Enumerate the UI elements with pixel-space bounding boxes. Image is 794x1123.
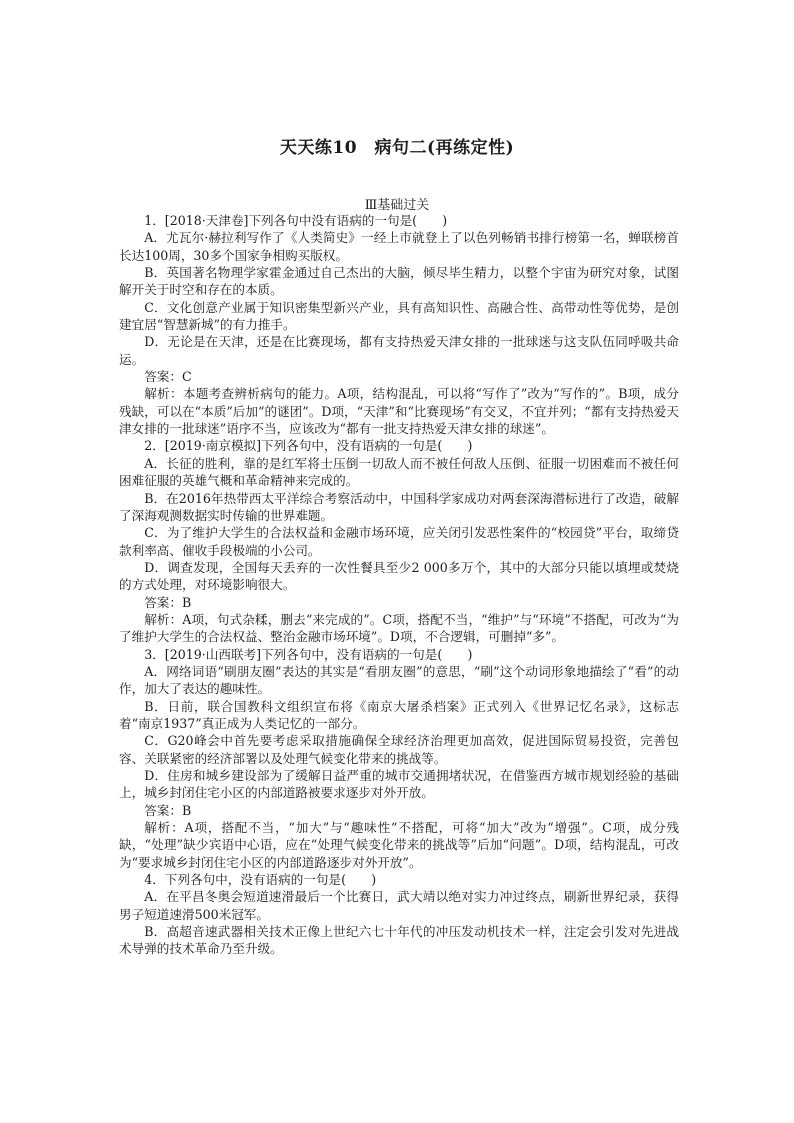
- option-paragraph: B．英国著名物理学家霍金通过自己杰出的大脑，倾尽毕生精力，以整个宇宙为研究对象，试图解开关于时空和存在的本质。: [119, 265, 679, 298]
- question-stem: 1．[2018·天津卷]下列各句中没有语病的一句是( ): [144, 213, 448, 228]
- answer-line: 答案：B: [144, 594, 192, 610]
- option-paragraph: C．为了维护大学生的合法权益和金融市场环境，应关闭引发恶性案件的“校园贷”平台，取缔贷款利率高、催收手段极端的小公司。: [119, 525, 679, 558]
- option-paragraph: C．G20峰会中首先要考虑采取措施确保全球经济治理更加高效，促进国际贸易投资，完善包容、关联紧密的经济部署以及处理气候变化带来的挑战等。: [119, 733, 679, 766]
- question-stem: 4．下列各句中，没有语病的一句是( ): [144, 872, 377, 888]
- option-paragraph: C．文化创意产业属于知识密集型新兴产业，具有高知识性、高融合性、高带动性等优势，是创建宜居“智慧新城”的有力推手。: [119, 299, 679, 333]
- question-stem: 2．[2019·南京模拟]下列各句中，没有语病的一句是( ): [144, 438, 473, 454]
- option-paragraph: A．长征的胜利，靠的是红军将士压倒一切敌人而不被任何敌人压倒、征服一切困难而不被任何困难征服的英雄气概和革命精神来完成的。: [119, 455, 679, 489]
- document-body: [119, 212, 679, 958]
- page-title: 天天练10 病句二(再练定性): [279, 138, 515, 158]
- option-paragraph: A．在平昌冬奥会短道速滑最后一个比赛日，武大靖以绝对实力冲过终点，刷新世界纪录，获得男子短道速滑500米冠军。: [119, 889, 679, 922]
- explanation-paragraph: 解析：本题考查辨析病句的能力。A项，结构混乱，可以将“写作了”改为“写作的”。B项，成分残缺，可以在“本质”后加“的谜团”。D项，“天津”和“比赛现场”有交叉，不宜并列；“都有支持热爱天津女排的一批球迷”语序不当，应该改为“都有一批支持热爱天津女排的球迷”。: [119, 386, 679, 437]
- option-paragraph: D．调查发现，全国每天丢弃的一次性餐具至少2 000多万个，其中的大部分只能以填埋或焚烧的方式处理，对环境影响很大。: [119, 559, 679, 593]
- option-paragraph: B．在2016年热带西太平洋综合考察活动中，中国科学家成功对两套深海潜标进行了改造，破解了深海观测数据实时传输的世界难题。: [119, 490, 679, 523]
- option-paragraph: D．无论是在天津，还是在比赛现场，都有支持热爱天津女排的一批球迷与这支队伍同呼吸共命运。: [119, 334, 679, 367]
- explanation-paragraph: 解析：A项，搭配不当，“加大”与“趣味性”不搭配，可将“加大”改为“增强”。C项，成分残缺，“处理”缺少宾语中心语，应在“处理气候变化带来的挑战等”后加“问题”。D项，结构混乱，可改为“要求城乡封闭住宅小区的内部道路逐步对外开放”。: [119, 820, 679, 870]
- option-paragraph: B．日前，联合国教科文组织宣布将《南京大屠杀档案》正式列入《世界记忆名录》，这标志着“南京1937”真正成为人类记忆的一部分。: [119, 698, 679, 731]
- answer-line: 答案：B: [144, 802, 192, 818]
- option-paragraph: A．尤瓦尔·赫拉利写作了《人类简史》一经上市就登上了以色列畅销书排行榜第一名，蝉联榜首长达100周，30多个国家争相购买版权。: [119, 230, 679, 263]
- answer-line: 答案：C: [144, 369, 192, 385]
- option-paragraph: D．住房和城乡建设部为了缓解日益严重的城市交通拥堵状况，在借鉴西方城市规划经验的基础上，城乡封闭住宅小区的内部道路被要求逐步对外开放。: [119, 768, 679, 801]
- option-paragraph: B．高超音速武器相关技术正像上世纪六七十年代的冲压发动机技术一样，注定会引发对先进战术导弹的技术革命乃至升级。: [119, 924, 679, 957]
- section-heading: Ⅲ基础过关: [364, 198, 430, 213]
- option-paragraph: A．网络词语“刷朋友圈”表达的其实是“看朋友圈”的意思，“刷”这个动词形象地描绘了“看”的动作，加大了表达的趣味性。: [119, 663, 679, 697]
- question-stem: 3．[2019·山西联考]下列各句中，没有语病的一句是( ): [144, 646, 473, 662]
- explanation-paragraph: 解析：A项，句式杂糅，删去“来完成的”。C项，搭配不当，“维护”与“环境”不搭配，可改为“为了维护大学生的合法权益、整治金融市场环境”。D项，不合逻辑，可删掉“多”。: [119, 611, 679, 645]
